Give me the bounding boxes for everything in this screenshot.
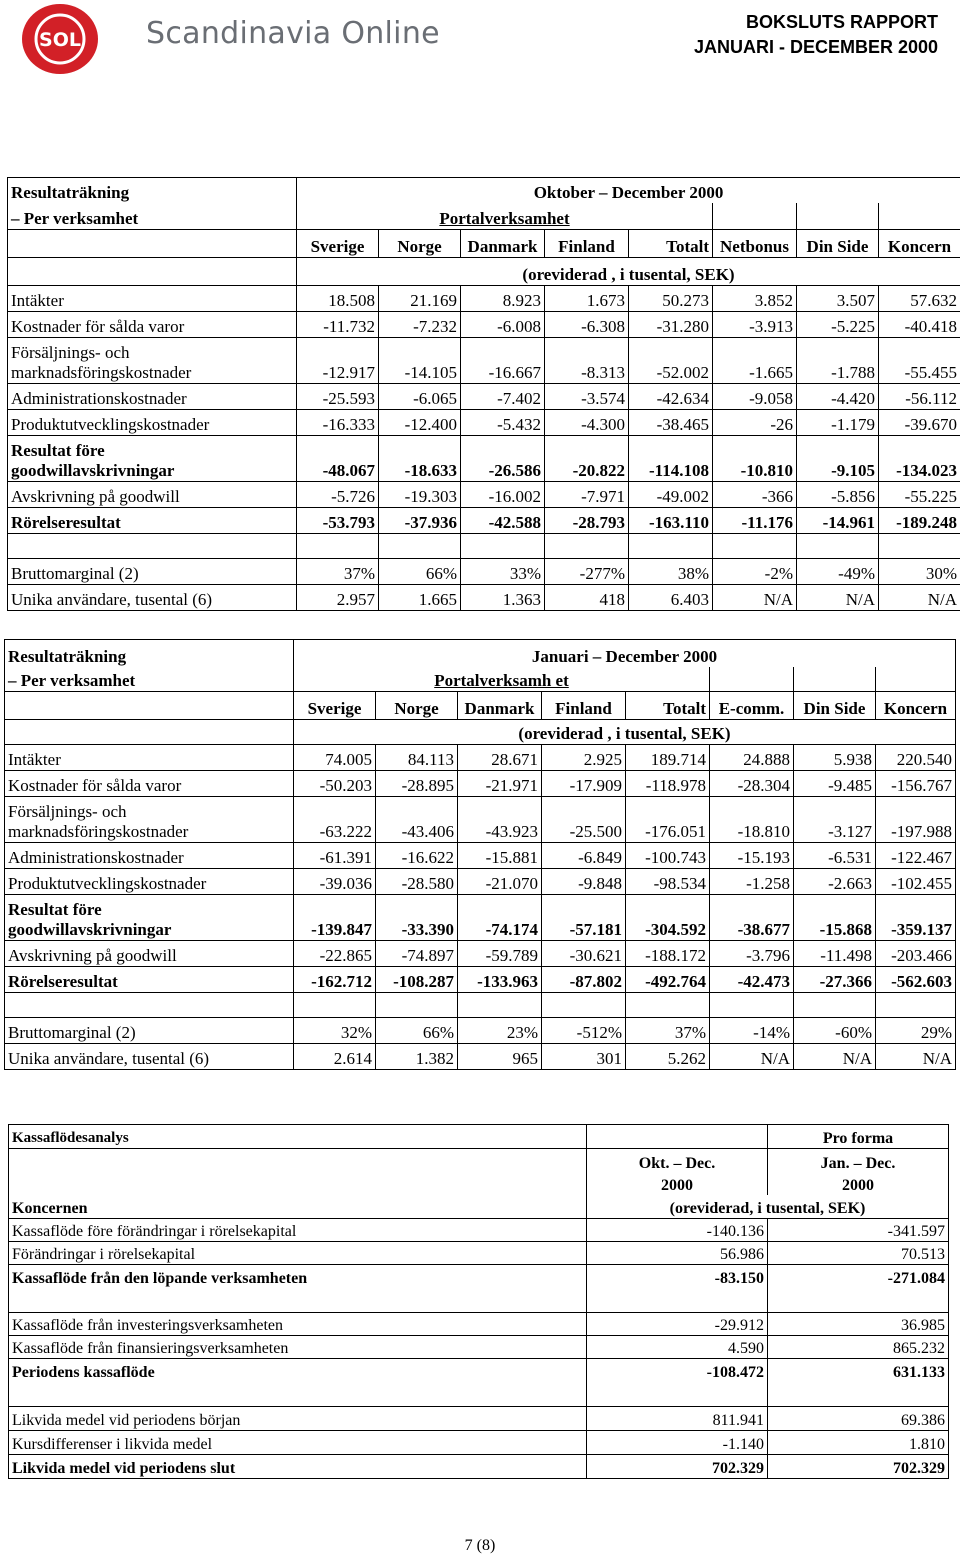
row-value: -18.633 (379, 436, 461, 482)
row-value: 8.923 (461, 286, 545, 312)
kpi-row (8, 559, 960, 585)
row-value: -55.455 (904, 363, 958, 382)
row-value: -133.963 (458, 967, 542, 993)
column-header: Koncern (883, 699, 948, 718)
column-header: Norge (379, 230, 461, 258)
row-label-line-1: Produktutvecklingskostnader (8, 874, 207, 893)
row-label (8, 384, 297, 410)
row-value: -139.847 (294, 895, 376, 941)
income-row (8, 410, 960, 436)
row-label (8, 312, 297, 338)
row-value: 965 (458, 1044, 542, 1070)
row-value: -48.067 (297, 436, 379, 482)
row-value: -118.978 (626, 771, 710, 797)
column-header: Netbonus (713, 230, 797, 258)
income-row (5, 843, 956, 869)
row-label-line-2: goodwillavskrivningar (11, 461, 175, 480)
row-value: -9.058 (713, 384, 797, 410)
cashflow-row-label: Kassaflöde från finansieringsverksamheten (9, 1336, 587, 1359)
row-value: -52.002 (629, 338, 713, 384)
income-row (5, 967, 956, 993)
row-label-line-1: Kostnader för sålda varor (8, 776, 182, 795)
row-value: -16.622 (376, 843, 458, 869)
period-header: Januari – December 2000 (531, 646, 718, 666)
period-header: Oktober – December 2000 (533, 182, 724, 202)
row-label (5, 1044, 294, 1070)
logo-mark-text: SOL (39, 29, 81, 51)
column-header: Danmark (458, 692, 542, 720)
column-header-ytd-year: 2000 (842, 1176, 874, 1194)
row-label-line-1: Avskrivning på goodwill (8, 946, 177, 965)
row-value: -176.051 (626, 797, 710, 843)
income-row (8, 508, 960, 534)
unit-note: (oreviderad , i tusental, SEK) (522, 265, 735, 284)
table-label-2: – Per verksamhet (8, 203, 297, 230)
row-value: -16.333 (297, 410, 379, 436)
row-value: 1.673 (545, 286, 629, 312)
cashflow-value: -1.140 (587, 1431, 768, 1455)
row-value: -26 (713, 410, 797, 436)
row-label-line-2: marknadsföringskostnader (11, 363, 192, 382)
row-value: -162.712 (294, 967, 376, 993)
row-value: -6.308 (545, 312, 629, 338)
row-value: -49% (797, 559, 879, 585)
row-value: 23% (458, 1018, 542, 1044)
row-label-line-1: Kostnader för sålda varor (11, 317, 185, 336)
cashflow-value: 702.329 (893, 1460, 945, 1477)
row-value: -9.105 (797, 436, 879, 482)
cashflow-table (8, 1124, 949, 1479)
row-label (5, 745, 294, 771)
row-value: -122.467 (891, 848, 952, 867)
cashflow-value: 631.133 (893, 1363, 945, 1381)
row-value: -49.002 (629, 482, 713, 508)
report-header (0, 0, 960, 90)
row-value: 74.005 (294, 745, 376, 771)
row-label-line-1: Administrationskostnader (11, 389, 187, 408)
kpi-row (5, 1044, 956, 1070)
row-value: 5.938 (794, 745, 876, 771)
income-row (5, 797, 956, 843)
row-value: -33.390 (376, 895, 458, 941)
row-value: -15.193 (710, 843, 794, 869)
row-label-line-1: Försäljnings- och (11, 343, 130, 362)
row-label-line-1: Bruttomarginal (2) (8, 1023, 136, 1042)
sol-logo-icon (22, 4, 98, 74)
unit-note: (oreviderad, i tusental, SEK) (669, 1200, 866, 1217)
row-label-line-1: Administrationskostnader (8, 848, 184, 867)
row-value: -12.400 (379, 410, 461, 436)
row-label (5, 941, 294, 967)
row-value: 5.262 (626, 1044, 710, 1070)
row-value: -42.634 (629, 384, 713, 410)
row-value: 37% (626, 1018, 710, 1044)
row-label-line-2: marknadsföringskostnader (8, 822, 189, 841)
row-value: 3.507 (797, 286, 879, 312)
row-value: -87.802 (542, 967, 626, 993)
row-value: -189.248 (896, 513, 958, 532)
row-value: -6.065 (379, 384, 461, 410)
row-value: -20.822 (545, 436, 629, 482)
cashflow-row-label: Likvida medel vid periodens slut (9, 1455, 587, 1479)
row-value: -11.498 (794, 941, 876, 967)
row-label-line-1: Unika användare, tusental (6) (8, 1049, 210, 1068)
row-value: 28.671 (458, 745, 542, 771)
cashflow-row-label: Periodens kassaflöde (9, 1359, 587, 1382)
row-value: 38% (629, 559, 713, 585)
income-row (8, 312, 960, 338)
row-label (5, 843, 294, 869)
row-label (8, 482, 297, 508)
row-value: -42.588 (461, 508, 545, 534)
income-statement-ytd-table (4, 639, 956, 1070)
cashflow-value: -29.912 (587, 1313, 768, 1336)
row-value: -100.743 (626, 843, 710, 869)
row-value: -359.137 (891, 920, 952, 939)
row-value: 24.888 (710, 745, 794, 771)
row-value: 418 (545, 585, 629, 611)
row-value: N/A (797, 585, 879, 611)
row-value: 1.382 (376, 1044, 458, 1070)
row-value: N/A (927, 590, 958, 609)
report-title (694, 10, 938, 60)
row-value: -5.432 (461, 410, 545, 436)
row-value: 301 (542, 1044, 626, 1070)
row-label (5, 869, 294, 895)
row-value: -1.179 (797, 410, 879, 436)
report-title-line-1: BOKSLUTS RAPPORT (745, 12, 938, 32)
row-value: -22.865 (294, 941, 376, 967)
row-value: -114.108 (629, 436, 713, 482)
row-label (5, 1018, 294, 1044)
cashflow-row-label: Kassaflöde från den löpande verksamheten (9, 1265, 587, 1288)
row-value: -74.174 (458, 895, 542, 941)
row-value: 30% (925, 564, 958, 583)
cashflow-value: 56.986 (587, 1242, 768, 1265)
row-value: -4.300 (545, 410, 629, 436)
row-label-line-1: Resultat före (11, 441, 105, 460)
income-row (5, 771, 956, 797)
column-header-q4: Okt. – Dec. (587, 1149, 768, 1173)
row-value: -5.726 (297, 482, 379, 508)
row-value: -98.534 (626, 869, 710, 895)
income-row (8, 482, 960, 508)
row-label-line-1: Produktutvecklingskostnader (11, 415, 210, 434)
row-label-line-1: Intäkter (8, 750, 61, 769)
row-value: -4.420 (797, 384, 879, 410)
row-value: -18.810 (710, 797, 794, 843)
row-label-line-1: Bruttomarginal (2) (11, 564, 139, 583)
report-title-line-2: JANUARI - DECEMBER 2000 (693, 37, 938, 57)
column-header: Totalt (629, 230, 713, 258)
row-value: -27.366 (794, 967, 876, 993)
pro-forma-label: Pro forma (822, 1130, 894, 1147)
row-value: 18.508 (297, 286, 379, 312)
row-value: -2.663 (794, 869, 876, 895)
cashflow-value: 69.386 (901, 1412, 945, 1429)
row-value: -14% (710, 1018, 794, 1044)
cashflow-value: -108.472 (587, 1359, 768, 1382)
row-label-line-1: Rörelseresultat (11, 513, 121, 532)
row-label (8, 559, 297, 585)
row-label-line-1: Avskrivning på goodwill (11, 487, 180, 506)
row-value: -5.856 (797, 482, 879, 508)
cashflow-title: Kassaflödesanalys (9, 1125, 587, 1149)
row-label (8, 585, 297, 611)
income-row (8, 338, 960, 384)
row-value: -42.473 (710, 967, 794, 993)
row-value: -1.665 (713, 338, 797, 384)
row-value: -9.848 (542, 869, 626, 895)
cashflow-value: 4.590 (587, 1336, 768, 1359)
row-value: -7.232 (379, 312, 461, 338)
row-value: -7.402 (461, 384, 545, 410)
row-value: -1.788 (797, 338, 879, 384)
row-value: 189.714 (626, 745, 710, 771)
income-row (8, 384, 960, 410)
row-value: -16.002 (461, 482, 545, 508)
row-value: 33% (461, 559, 545, 585)
row-value: -15.868 (794, 895, 876, 941)
row-value: 220.540 (896, 750, 952, 769)
row-value: -38.465 (629, 410, 713, 436)
cashflow-row-label: Likvida medel vid periodens början (9, 1407, 587, 1431)
row-value: -492.764 (626, 967, 710, 993)
row-value: -28.580 (376, 869, 458, 895)
row-value: N/A (710, 1044, 794, 1070)
row-value: -1.258 (710, 869, 794, 895)
column-header: Finland (545, 230, 629, 258)
segment-header: Portalverksamhet (297, 203, 713, 230)
row-value: -31.280 (629, 312, 713, 338)
row-value: -26.586 (461, 436, 545, 482)
row-value: -562.603 (891, 972, 952, 991)
row-value: -3.574 (545, 384, 629, 410)
kpi-row (8, 585, 960, 611)
row-value: -39.670 (904, 415, 958, 434)
row-value: -14.105 (379, 338, 461, 384)
row-label-line-1: Unika användare, tusental (6) (11, 590, 213, 609)
row-value: -43.406 (376, 797, 458, 843)
cashflow-value: -83.150 (587, 1265, 768, 1288)
row-value: -60% (794, 1018, 876, 1044)
row-value: -59.789 (458, 941, 542, 967)
column-header: Norge (376, 692, 458, 720)
column-header: Sverige (297, 230, 379, 258)
row-value: 1.363 (461, 585, 545, 611)
cashflow-value: -341.597 (887, 1223, 945, 1240)
page-number: 7 (8) (464, 1537, 496, 1554)
column-header-q4-year: 2000 (587, 1173, 768, 1195)
row-value: 57.632 (910, 291, 958, 310)
cashflow-value: 702.329 (587, 1455, 768, 1479)
row-value: 29% (920, 1023, 952, 1042)
column-header: Din Side (794, 692, 876, 720)
row-value: -39.036 (294, 869, 376, 895)
column-header: Danmark (461, 230, 545, 258)
row-label (5, 797, 294, 843)
row-value: -55.225 (904, 487, 958, 506)
cashflow-value: 70.513 (901, 1246, 945, 1263)
income-row (8, 436, 960, 482)
column-header: Koncern (887, 237, 952, 256)
row-value: -28.793 (545, 508, 629, 534)
column-header: Finland (542, 692, 626, 720)
row-value: -21.070 (458, 869, 542, 895)
row-value: -8.313 (545, 338, 629, 384)
row-value: -74.897 (376, 941, 458, 967)
row-value: -37.936 (379, 508, 461, 534)
row-value: -6.531 (794, 843, 876, 869)
row-value: -15.881 (458, 843, 542, 869)
row-value: 32% (294, 1018, 376, 1044)
row-value: -50.203 (294, 771, 376, 797)
row-value: N/A (922, 1049, 952, 1068)
row-value: -512% (542, 1018, 626, 1044)
row-value: -17.909 (542, 771, 626, 797)
row-label (8, 286, 297, 312)
cashflow-value: 811.941 (587, 1407, 768, 1431)
row-value: 66% (376, 1018, 458, 1044)
row-value: -10.810 (713, 436, 797, 482)
income-row (5, 941, 956, 967)
income-statement-q4-table (7, 177, 960, 611)
row-value: -156.767 (891, 776, 952, 795)
income-row (5, 895, 956, 941)
row-value: 21.169 (379, 286, 461, 312)
row-value: 66% (379, 559, 461, 585)
row-label (5, 967, 294, 993)
row-value: -53.793 (297, 508, 379, 534)
row-label (8, 508, 297, 534)
row-value: -43.923 (458, 797, 542, 843)
row-value: -25.593 (297, 384, 379, 410)
row-value: -102.455 (891, 874, 952, 893)
row-value: N/A (713, 585, 797, 611)
income-row (5, 745, 956, 771)
row-value: 3.852 (713, 286, 797, 312)
row-value: -2% (713, 559, 797, 585)
column-header-ytd: Jan. – Dec. (820, 1154, 896, 1172)
group-label: Koncernen (9, 1195, 587, 1219)
cashflow-value: -140.136 (587, 1219, 768, 1242)
row-value: -5.225 (797, 312, 879, 338)
cashflow-value: -271.084 (887, 1269, 945, 1287)
row-value: -38.677 (710, 895, 794, 941)
table-label-1: Resultaträkning (5, 640, 294, 667)
cashflow-value: 1.810 (909, 1436, 945, 1453)
row-value: -12.917 (297, 338, 379, 384)
income-row (8, 286, 960, 312)
row-label (5, 771, 294, 797)
row-value: 37% (297, 559, 379, 585)
row-value: -16.667 (461, 338, 545, 384)
row-label (8, 436, 297, 482)
row-label-line-1: Rörelseresultat (8, 972, 118, 991)
row-value: -40.418 (904, 317, 958, 336)
row-label (8, 410, 297, 436)
row-value: -203.466 (891, 946, 952, 965)
column-header: E-comm. (710, 692, 794, 720)
row-value: -277% (545, 559, 629, 585)
segment-header: Portalverksamh et (294, 667, 710, 692)
row-value: -3.127 (794, 797, 876, 843)
row-label-line-1: Försäljnings- och (8, 802, 127, 821)
income-row (5, 869, 956, 895)
row-value: -11.732 (297, 312, 379, 338)
cashflow-row-label: Kassaflöde från investeringsverksamheten (9, 1313, 587, 1336)
row-value: 2.957 (297, 585, 379, 611)
row-value: 84.113 (376, 745, 458, 771)
row-label-line-1: Intäkter (11, 291, 64, 310)
row-value: -6.849 (542, 843, 626, 869)
row-value: -163.110 (629, 508, 713, 534)
column-header: Sverige (294, 692, 376, 720)
cashflow-row-label: Förändringar i rörelsekapital (9, 1242, 587, 1265)
row-value: -56.112 (905, 389, 958, 408)
sol-logo-mark-icon (22, 4, 98, 74)
cashflow-value: 865.232 (893, 1340, 945, 1357)
kpi-row (5, 1018, 956, 1044)
row-value: -57.181 (542, 895, 626, 941)
row-value: -366 (713, 482, 797, 508)
row-value: 2.614 (294, 1044, 376, 1070)
row-value: -25.500 (542, 797, 626, 843)
row-value: -6.008 (461, 312, 545, 338)
table-label-1: Resultaträkning (8, 178, 297, 203)
table-label-2: – Per verksamhet (5, 667, 294, 692)
row-value: -7.971 (545, 482, 629, 508)
row-label-line-1: Resultat före (8, 900, 102, 919)
row-value: 50.273 (629, 286, 713, 312)
cashflow-row-label: Kassaflöde före förändringar i rörelsekapital (9, 1219, 587, 1242)
row-value: -14.961 (797, 508, 879, 534)
column-header: Din Side (797, 230, 879, 258)
row-value: -28.304 (710, 771, 794, 797)
row-value: -28.895 (376, 771, 458, 797)
row-value: 1.665 (379, 585, 461, 611)
row-value: 2.925 (542, 745, 626, 771)
row-value: -3.796 (710, 941, 794, 967)
row-value: -108.287 (376, 967, 458, 993)
row-value: -61.391 (294, 843, 376, 869)
row-value: -188.172 (626, 941, 710, 967)
row-label (5, 895, 294, 941)
row-value: -134.023 (896, 461, 958, 480)
column-header: Totalt (626, 692, 710, 720)
row-value: N/A (794, 1044, 876, 1070)
row-value: -197.988 (891, 822, 952, 841)
company-logo-text: Scandinavia Online (146, 16, 440, 51)
row-value: -21.971 (458, 771, 542, 797)
row-value: -9.485 (794, 771, 876, 797)
row-label-line-2: goodwillavskrivningar (8, 920, 172, 939)
row-value: -30.621 (542, 941, 626, 967)
row-value: -19.303 (379, 482, 461, 508)
row-label (8, 338, 297, 384)
row-value: -63.222 (294, 797, 376, 843)
row-value: -11.176 (713, 508, 797, 534)
row-value: 6.403 (629, 585, 713, 611)
row-value: -304.592 (626, 895, 710, 941)
cashflow-value: 36.985 (901, 1317, 945, 1334)
row-value: -3.913 (713, 312, 797, 338)
cashflow-row-label: Kursdifferenser i likvida medel (9, 1431, 587, 1455)
unit-note: (oreviderad , i tusental, SEK) (518, 724, 731, 743)
